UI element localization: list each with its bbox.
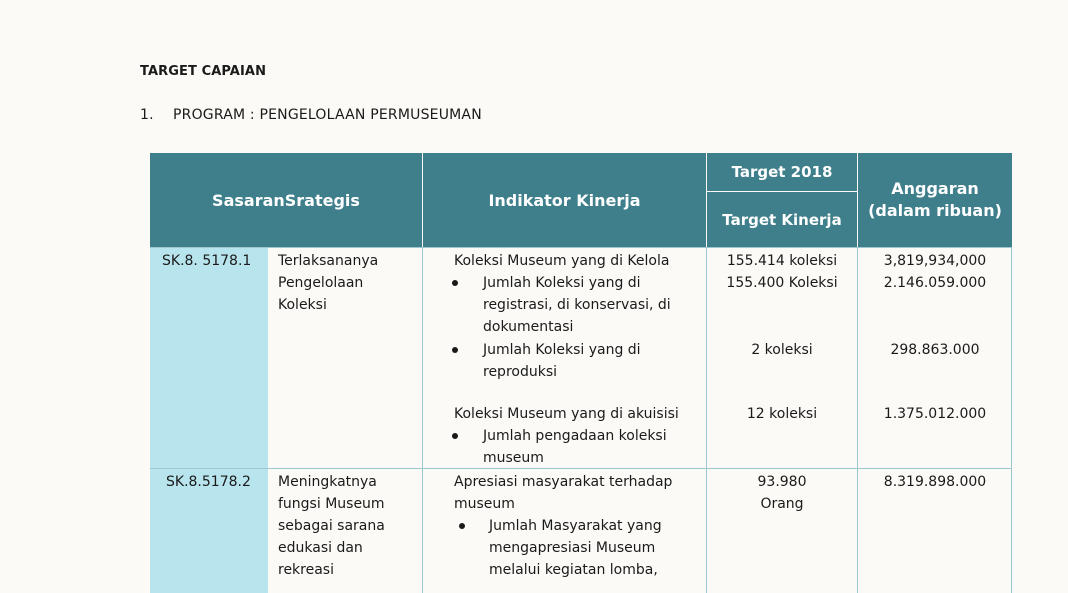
row1-bullet3-line: Jumlah pengadaan koleksi [483,428,667,444]
target-table [150,153,1012,593]
header-anggaran-line1: Anggaran [891,179,979,198]
row1-bullet1-line: registrasi, di konservasi, di [483,297,671,313]
code-column-stripe [150,248,268,593]
program-text: PROGRAM : PENGELOLAAN PERMUSEUMAN [173,107,482,123]
header-target-kinerja: Target Kinerja [707,192,857,247]
row2-code: SK.8.5178.2 [166,474,251,490]
header-sasaran: SasaranSrategis [150,153,422,247]
row2-target: Orang [760,496,804,512]
row1-sasaran-line: Koleksi [278,297,327,313]
bullet-icon [452,280,458,286]
bullet-icon [452,433,458,439]
row-divider [150,247,1012,248]
header-anggaran-line2: (dalam ribuan) [868,201,1002,220]
bullet-icon [459,523,465,529]
row2-sasaran-line: sebagai sarana [278,518,385,534]
row2-budget: 8.319.898.000 [883,474,987,490]
row1-budget: 2.146.059.000 [883,275,987,291]
row2-sasaran-line: Meningkatnya [278,474,377,490]
row1-target: 155.400 Koleksi [726,275,838,291]
row1-target: 12 koleksi [746,406,818,422]
row1-budget: 3,819,934,000 [883,253,987,269]
row2-sasaran-line: edukasi dan [278,540,363,556]
row1-sasaran-line: Pengelolaan [278,275,364,291]
row1-indikator-title2: Koleksi Museum yang di akuisisi [454,406,679,422]
header-anggaran [858,153,1012,247]
row2-sasaran-line: fungsi Museum [278,496,385,512]
bullet-icon [452,347,458,353]
row1-bullet1-line: Jumlah Koleksi yang di [483,275,641,291]
row1-bullet2-line: Jumlah Koleksi yang di [483,342,641,358]
header-target-year: Target 2018 [707,153,857,191]
row1-bullet2-line: reproduksi [483,364,558,380]
row2-indikator-line: Apresiasi masyarakat terhadap [454,474,673,490]
row1-target: 155.414 koleksi [726,253,838,269]
row2-sasaran-line: rekreasi [278,562,334,578]
row1-indikator-title: Koleksi Museum yang di Kelola [454,253,670,269]
row2-bullet1-line: melalui kegiatan lomba, [489,562,658,578]
row1-bullet3-line: museum [483,450,544,466]
row2-indikator-line: museum [454,496,515,512]
row-divider [150,468,1012,469]
row1-target: 2 koleksi [751,342,813,358]
row1-bullet1-line: dokumentasi [483,319,574,335]
row2-bullet1-line: mengapresiasi Museum [489,540,656,556]
row2-target: 93.980 [757,474,807,490]
row1-code: SK.8. 5178.1 [162,253,252,269]
column-divider [422,248,423,593]
row1-sasaran-line: Terlaksananya [278,253,379,269]
row1-budget: 1.375.012.000 [883,406,987,422]
row1-budget: 298.863.000 [890,342,980,358]
program-number: 1. [140,107,154,123]
row2-bullet1-line: Jumlah Masyarakat yang [489,518,662,534]
program-title [140,107,482,123]
section-heading: TARGET CAPAIAN [140,64,267,79]
header-indikator: Indikator Kinerja [423,153,706,247]
